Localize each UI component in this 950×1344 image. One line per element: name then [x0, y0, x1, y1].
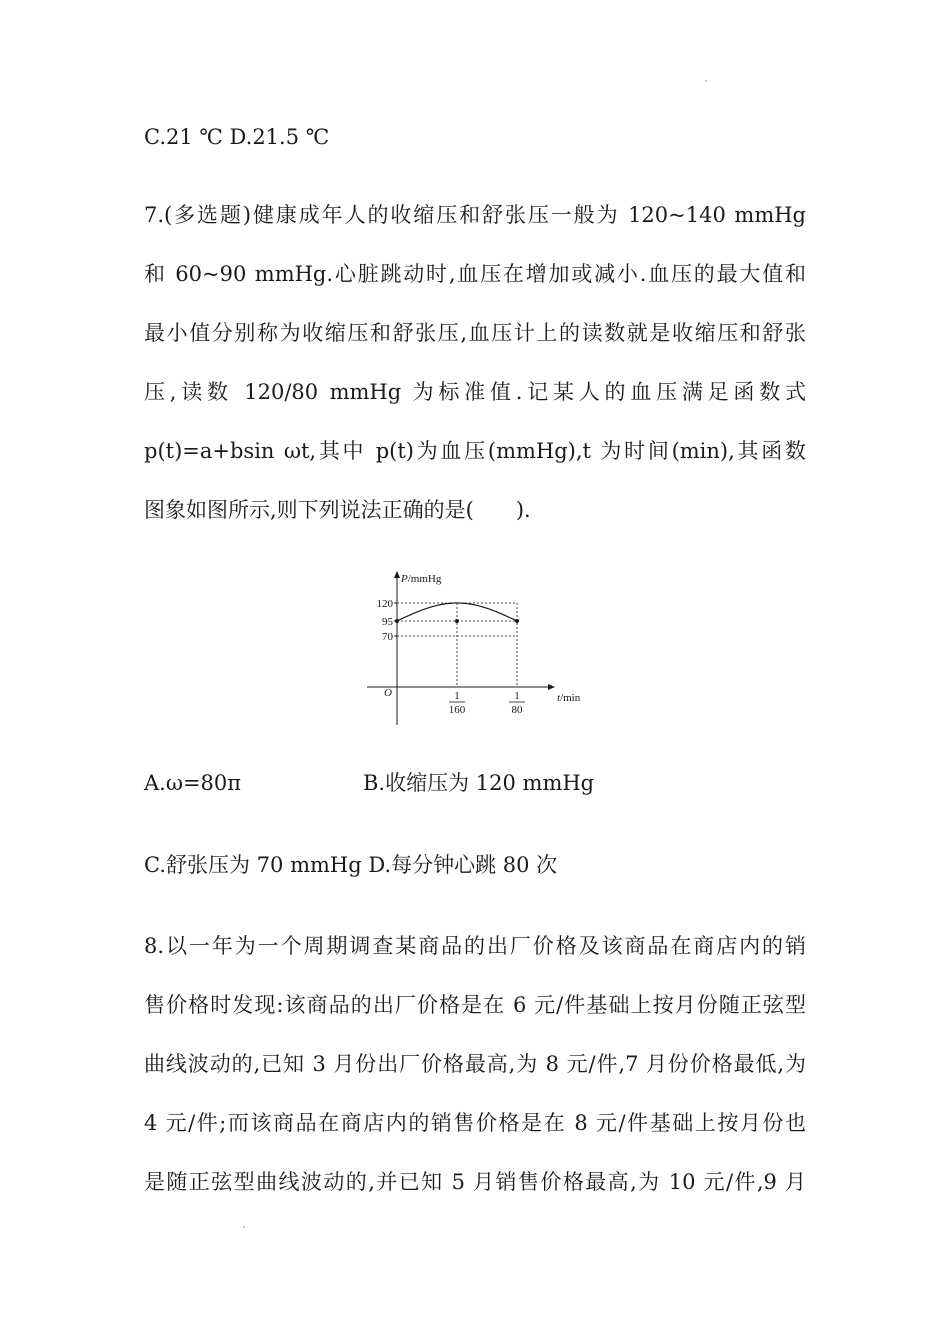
scan-speck: [243, 1226, 245, 1228]
x-tick-numerator-1: 1: [514, 690, 520, 702]
curve-point-0: [395, 619, 399, 623]
blood-pressure-chart: [355, 567, 615, 727]
x-tick-denominator-0: 160: [448, 704, 466, 716]
q7-option-cd: C.舒张压为 70 mmHg D.每分钟心跳 80 次: [144, 853, 558, 877]
q8-line-2: 售价格时发现:该商品的出厂价格是在 6 元/件基础上按月份随正弦型: [144, 993, 806, 1017]
q8-line-4: 4 元/件;而该商品在商店内的销售价格是在 8 元/件基础上按月份也: [144, 1111, 806, 1135]
origin-label: O: [384, 687, 392, 699]
q7-line-3: 最小值分别称为收缩压和舒张压,血压计上的读数就是收缩压和舒张: [144, 321, 806, 345]
x-tick-denominator-1: 80: [511, 704, 523, 716]
q8-line-3: 曲线波动的,已知 3 月份出厂价格最高,为 8 元/件,7 月份价格最低,为: [144, 1052, 806, 1076]
curve-point-1: [455, 619, 459, 623]
q7-option-a: A.ω=80π: [144, 771, 242, 795]
q7-line-6: 图象如图所示,则下列说法正确的是( ).: [144, 498, 531, 522]
y-tick-label-70: 70: [382, 631, 393, 643]
q8-line-5: 是随正弦型曲线波动的,并已知 5 月销售价格最高,为 10 元/件,9 月: [144, 1170, 806, 1194]
y-tick-label-120: 120: [376, 598, 393, 610]
q7-line-5: p(t)=a+bsin ωt,其中 p(t)为血压(mmHg),t 为时间(min),其函数: [144, 439, 806, 463]
q7-line-4: 压,读数 120/80 mmHg 为标准值.记某人的血压满足函数式: [144, 380, 806, 404]
x-tick-numerator-0: 1: [454, 690, 460, 702]
x-axis-label: t/min: [557, 692, 581, 704]
y-axis-arrow-icon: [394, 571, 400, 578]
q7-line-1: 7.(多选题)健康成年人的收缩压和舒张压一般为 120~140 mmHg: [144, 203, 806, 227]
y-axis-label: P/mmHg: [401, 573, 442, 585]
curve-point-2: [515, 619, 519, 623]
y-tick-label-95: 95: [382, 616, 393, 628]
q7-line-2: 和 60~90 mmHg.心脏跳动时,血压在增加或减小.血压的最大值和: [144, 262, 806, 286]
q6-options-tail: C.21 ℃ D.21.5 ℃: [144, 125, 330, 149]
q8-line-1: 8.以一年为一个周期调查某商品的出厂价格及该商品在商店内的销: [144, 934, 806, 958]
scan-speck: [705, 80, 707, 82]
x-axis-arrow-icon: [548, 684, 555, 690]
q7-option-b: B.收缩压为 120 mmHg: [363, 771, 595, 795]
